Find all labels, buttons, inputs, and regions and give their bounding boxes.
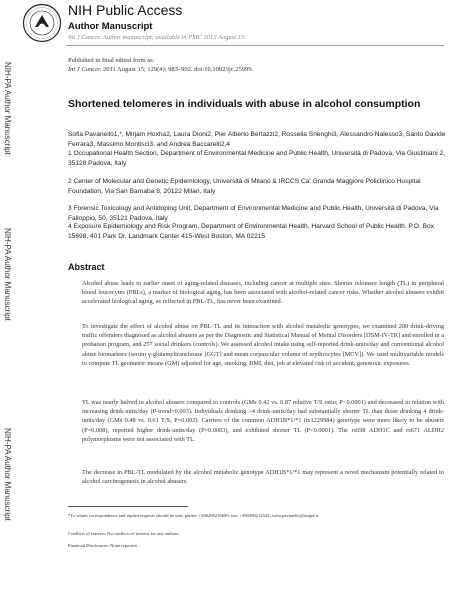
sidebar-label-top: NIH-PA Author Manuscript <box>3 62 12 155</box>
nih-seal-logo <box>22 3 62 43</box>
footnote-rule <box>68 506 188 507</box>
affiliation-1: 1 Occupational Health Section, Department of Environmental Medicine and Public Health, Università di Padova, Via Giustiniani 2, 35128 Padova, Italy <box>68 150 446 167</box>
published-line: Published in final edited form as: <box>68 57 155 64</box>
header-subtitle: Author Manuscript <box>68 21 153 32</box>
author-list: Sofia Pavanello1,*, Mirjam Hoxha2, Laura Dioni2, Pier Alberto Bertazzi2, Rossella Snenghi3, Alessandro Nalesso3, Santo Davide Ferrara3, Massimo Montisci3, and Andrea Baccarelli2,4 <box>68 131 446 148</box>
header-journal-line: Int J Cancer. Author manuscript; available in PMC 2012 August 15. <box>68 34 246 41</box>
header-rule <box>66 45 444 46</box>
sidebar-label-bottom: NIH-PA Author Manuscript <box>3 428 12 521</box>
footnote-conflicts: Conflicts of Interest: No conflicts of interest for any authors. <box>68 531 180 536</box>
sidebar-label-middle: NIH-PA Author Manuscript <box>3 228 12 321</box>
abstract-heading: Abstract <box>68 262 105 272</box>
abstract-paragraph-1: Alcohol abuse leads to earlier onset of aging-related diseases, including cancer at multiple sites. Shorter telomere length (TL) in peripheral blood leucocytes (PBLs), a marker of biological aging, has been associated with alcohol-related cancer risks. Whether alcohol abusers exhibit accelerated biological aging, as reflected in PBL-TL, has never been examined. <box>82 280 444 306</box>
abstract-paragraph-3: TL was nearly halved in alcohol abusers compared to controls (GMs 0.42 vs. 0.87 relative T/S ratio; P<0.0001) and decreased in relation with increasing drink-units/day (P-trend=0.003). Individuals drinking >4 drink-units/day had substantially shorter TL than those drinking 4 drink-units/day (GMs 0.48 vs. 0.61 T/S, P=0.002). Carriers of the common ADH1B*1/*1 (rs1229984) genotype were more likely to be abusers (P=0.008), reported higher drink-units/day (P=0.0003), and exhibited shorter TL (P<0.0001). The rs698 ADH1C and rs671 ALDH2 polymorphisms were not associated with TL. <box>82 399 444 443</box>
affiliation-3: 3 Forensic Toxicology and Antidoping Unit, Department of Environmental Medicine and Public Health, Università di Padova, Via Falloppio, 50, 35121 Padova, Italy <box>68 205 439 222</box>
abstract-paragraph-4: The decrease in PBL-TL modulated by the alcohol metabolic genotype ADH1B*1/*1 may represent a novel mechanism potentially related to alcohol carcinogenesis in alcohol abusers. <box>82 469 444 486</box>
header-title: NIH Public Access <box>68 2 183 18</box>
footnote-financial: Financial Disclosures: None reported. <box>68 543 138 548</box>
affiliation-4: 4 Exposure Epidemiology and Risk Program, Department of Environmental Health, Harvard School of Public Health, P.O. Box 15698, 401 Park Dr, Landmark Center 415-West Boston, MA 02215 <box>68 223 435 240</box>
citation-journal: Int J Cancer. <box>68 66 102 73</box>
footnote-correspondence: *To whom correspondence and reprint requests should be sent, phone: +390498216600; fax: +390498212542; sofia.pavanello@unipd.it. <box>68 513 320 518</box>
citation-details: 2011 August 15; 129(4): 983–992. doi:10.1002/ijc.25999. <box>101 66 254 73</box>
abstract-paragraph-2: To investigate the effect of alcohol abuse on PBL-TL and its interaction with alcohol metabolic genotypes, we examined 200 drink-driving traffic offenders diagnosed as alcohol abusers as per the Diagnostic and Statistical Manual of Mental Disorders [DSM-IV-TR] and enrolled in a probation program, and 257 social drinkers (controls). We assessed alcohol intake using self-reported drink-units/day and conventional alcohol abuse biomarkers (serum γ-glutamyltransferase [GGT] and mean corpuscular volume of erythrocytes [MCV]). We used multivariable models to compute TL geometric means (GM) adjusted for age, smoking, BMI, diet, job at elevated risk of accident, genotoxic exposures. <box>82 323 444 367</box>
citation-line <box>68 66 253 73</box>
article-title: Shortened telomeres in individuals with abuse in alcohol consumption <box>68 98 421 110</box>
affiliation-2: 2 Center of Molecular and Genetic Epidemiology, Università di Milano & IRCCS Ca' Granda Maggiore Policlinico Hospital Foundation, Via San Barnaba 8, 20122 Milan, Italy <box>68 178 421 195</box>
